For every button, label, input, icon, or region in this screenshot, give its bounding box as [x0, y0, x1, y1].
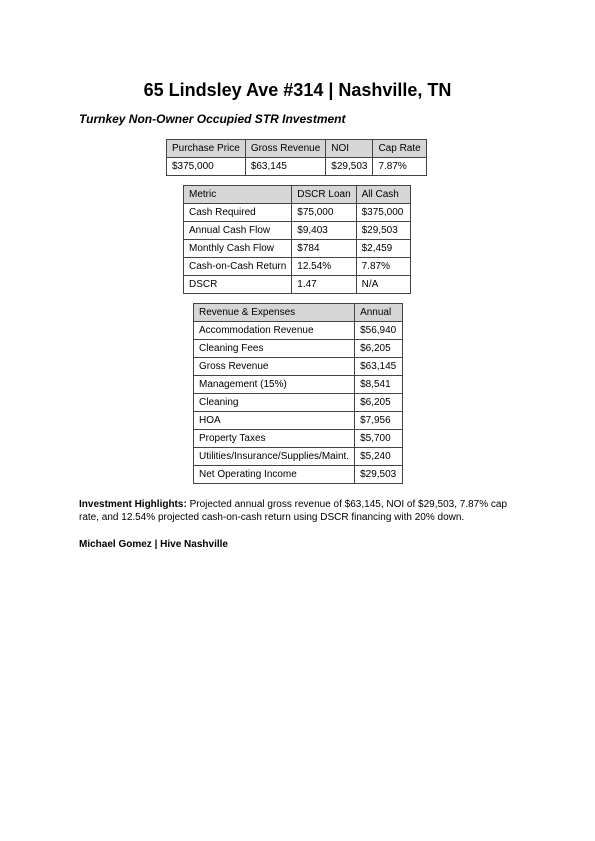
table-cell: 12.54% [292, 258, 356, 276]
table-header-cell: Metric [184, 186, 292, 204]
table-cell: $5,240 [355, 448, 403, 466]
table-cell: DSCR [184, 276, 292, 294]
table-row [194, 358, 403, 376]
table-cell: $784 [292, 240, 356, 258]
highlights-label: Investment Highlights: [79, 499, 187, 510]
table-row [194, 412, 403, 430]
table-cell: $75,000 [292, 204, 356, 222]
table-cell: Monthly Cash Flow [184, 240, 292, 258]
table-cell: Property Taxes [194, 430, 355, 448]
table-cell: $56,940 [355, 322, 403, 340]
table-cell: $6,205 [355, 340, 403, 358]
table-cell: Accommodation Revenue [194, 322, 355, 340]
table-cell: Cash Required [184, 204, 292, 222]
table-cell: $63,145 [245, 158, 325, 176]
table-cell: 7.87% [373, 158, 426, 176]
table-cell: 1.47 [292, 276, 356, 294]
table-header-cell: Annual [355, 304, 403, 322]
table-cell: $9,403 [292, 222, 356, 240]
table-cell: $5,700 [355, 430, 403, 448]
table-cell: Cash-on-Cash Return [184, 258, 292, 276]
highlights-text: Projected annual gross revenue of $63,145, NOI of $29,503, 7.87% cap rate, and 12.54% projected cash-on-cash return using DSCR financing with 20% down. [79, 499, 508, 523]
table-row [184, 276, 411, 294]
table-header-cell: NOI [326, 140, 373, 158]
table-row [194, 340, 403, 358]
table-header-cell: Revenue & Expenses [194, 304, 355, 322]
investment-highlights [79, 498, 519, 524]
table-cell: $375,000 [167, 158, 246, 176]
table-cell: Management (15%) [194, 376, 355, 394]
table-header-row [167, 140, 427, 158]
table-cell: $6,205 [355, 394, 403, 412]
table-row [194, 466, 403, 484]
table-header-cell: Purchase Price [167, 140, 246, 158]
summary-table [166, 139, 427, 176]
table-cell: Net Operating Income [194, 466, 355, 484]
table-cell: Cleaning [194, 394, 355, 412]
table-row [184, 204, 411, 222]
table-cell: Annual Cash Flow [184, 222, 292, 240]
table-cell: $7,956 [355, 412, 403, 430]
revenue-expenses-table [193, 303, 403, 484]
table-row [167, 158, 427, 176]
table-cell: Cleaning Fees [194, 340, 355, 358]
table-cell: $8,541 [355, 376, 403, 394]
table-header-row [194, 304, 403, 322]
author-footer: Michael Gomez | Hive Nashville [79, 539, 228, 550]
table-row [184, 258, 411, 276]
table-header-cell: Cap Rate [373, 140, 426, 158]
table-cell: 7.87% [356, 258, 410, 276]
table-cell: Utilities/Insurance/Supplies/Maint. [194, 448, 355, 466]
page-title: 65 Lindsley Ave #314 | Nashville, TN [143, 80, 452, 100]
table-header-cell: Gross Revenue [245, 140, 325, 158]
table-cell: $375,000 [356, 204, 410, 222]
table-cell: Gross Revenue [194, 358, 355, 376]
table-cell: $29,503 [355, 466, 403, 484]
table-cell: N/A [356, 276, 410, 294]
table-row [184, 222, 411, 240]
table-row [194, 394, 403, 412]
table-header-cell: DSCR Loan [292, 186, 356, 204]
page-subtitle: Turnkey Non-Owner Occupied STR Investment [79, 112, 346, 126]
table-cell: $63,145 [355, 358, 403, 376]
table-cell: $29,503 [326, 158, 373, 176]
table-header-cell: All Cash [356, 186, 410, 204]
metrics-table [183, 185, 411, 294]
table-row [194, 322, 403, 340]
table-row [194, 448, 403, 466]
table-row [194, 430, 403, 448]
table-cell: $2,459 [356, 240, 410, 258]
table-cell: HOA [194, 412, 355, 430]
table-row [184, 240, 411, 258]
table-header-row [184, 186, 411, 204]
table-row [194, 376, 403, 394]
table-cell: $29,503 [356, 222, 410, 240]
